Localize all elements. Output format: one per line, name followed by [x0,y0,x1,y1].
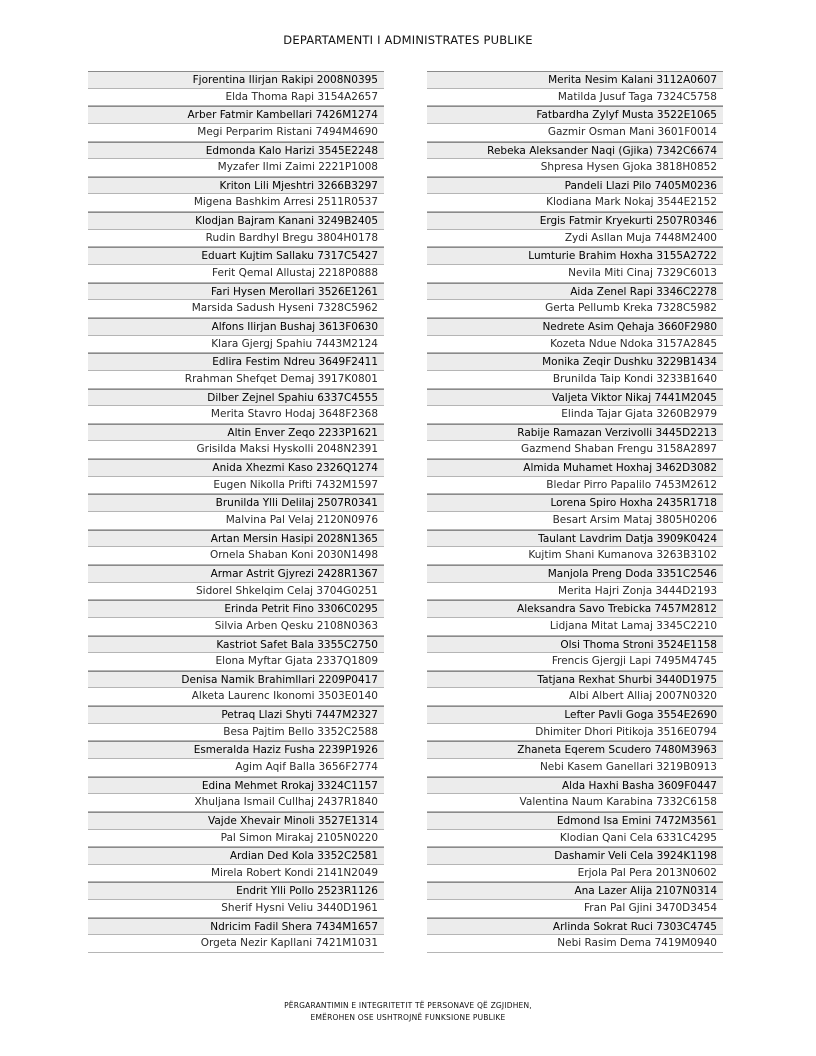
list-item: Ana Lazer Alija 2107N0314 [427,882,723,900]
list-item: Gazmend Shaban Frengu 3158A2897 [427,441,723,459]
list-item: Silvia Arben Qesku 2108N0363 [88,618,384,636]
list-item: Edina Mehmet Rrokaj 3324C1157 [88,777,384,795]
list-item: Besa Pajtim Bello 3352C2588 [88,724,384,742]
list-item: Malvina Pal Velaj 2120N0976 [88,512,384,530]
left-column [88,71,384,953]
list-item: Albi Albert Alliaj 2007N0320 [427,688,723,706]
list-item: Elinda Tajar Gjata 3260B2979 [427,406,723,424]
list-item: Denisa Namik Brahimllari 2209P0417 [88,671,384,689]
list-item: Agim Aqif Balla 3656F2774 [88,759,384,777]
list-item: Rabije Ramazan Verzivolli 3445D2213 [427,424,723,442]
list-item: Pandeli Llazi Pilo 7405M0236 [427,177,723,195]
list-item: Dashamir Veli Cela 3924K1198 [427,847,723,865]
list-item: Eugen Nikolla Prifti 7432M1597 [88,477,384,495]
list-item: Kriton Lili Mjeshtri 3266B3297 [88,177,384,195]
list-item: Lumturie Brahim Hoxha 3155A2722 [427,247,723,265]
list-item: Elona Myftar Gjata 2337Q1809 [88,653,384,671]
list-item: Nevila Miti Cinaj 7329C6013 [427,265,723,283]
list-item: Alfons Ilirjan Bushaj 3613F0630 [88,318,384,336]
list-item: Pal Simon Mirakaj 2105N0220 [88,830,384,848]
footer-line-2: EMËROHEN OSE USHTROJNË FUNKSIONE PUBLIKE [310,1013,506,1022]
list-item: Almida Muhamet Hoxhaj 3462D3082 [427,459,723,477]
list-item: Ndricim Fadil Shera 7434M1657 [88,918,384,936]
list-item: Lefter Pavli Goga 3554E2690 [427,706,723,724]
list-item: Rudin Bardhyl Bregu 3804H0178 [88,230,384,248]
list-item: Dilber Zejnel Spahiu 6337C4555 [88,389,384,407]
list-item: Besart Arsim Mataj 3805H0206 [427,512,723,530]
list-item: Gazmir Osman Mani 3601F0014 [427,124,723,142]
list-item: Merita Nesim Kalani 3112A0607 [427,71,723,89]
list-item: Dhimiter Dhori Pitikoja 3516E0794 [427,724,723,742]
list-item: Taulant Lavdrim Datja 3909K0424 [427,530,723,548]
list-item: Aleksandra Savo Trebicka 7457M2812 [427,600,723,618]
list-item: Kujtim Shani Kumanova 3263B3102 [427,547,723,565]
list-item: Marsida Sadush Hyseni 7328C5962 [88,300,384,318]
list-item: Edmonda Kalo Harizi 3545E2248 [88,142,384,160]
list-item: Xhuljana Ismail Cullhaj 2437R1840 [88,794,384,812]
list-item: Brunilda Ylli Delilaj 2507R0341 [88,494,384,512]
list-item: Kozeta Ndue Ndoka 3157A2845 [427,336,723,354]
list-item: Brunilda Taip Kondi 3233B1640 [427,371,723,389]
list-item: Petraq Llazi Shyti 7447M2327 [88,706,384,724]
list-item: Ardian Ded Kola 3352C2581 [88,847,384,865]
list-item: Endrit Ylli Pollo 2523R1126 [88,882,384,900]
list-item: Mirela Robert Kondi 2141N2049 [88,865,384,883]
list-item: Sherif Hysni Veliu 3440D1961 [88,900,384,918]
list-item: Eduart Kujtim Sallaku 7317C5427 [88,247,384,265]
list-item: Alketa Laurenc Ikonomi 3503E0140 [88,688,384,706]
list-item: Arlinda Sokrat Ruci 7303C4745 [427,918,723,936]
list-item: Migena Bashkim Arresi 2511R0537 [88,194,384,212]
list-item: Fari Hysen Merollari 3526E1261 [88,283,384,301]
list-item: Ornela Shaban Koni 2030N1498 [88,547,384,565]
list-item: Armar Astrit Gjyrezi 2428R1367 [88,565,384,583]
list-item: Anida Xhezmi Kaso 2326Q1274 [88,459,384,477]
list-item: Fatbardha Zylyf Musta 3522E1065 [427,106,723,124]
list-item: Nebi Rasim Dema 7419M0940 [427,935,723,953]
list-item: Zydi Asllan Muja 7448M2400 [427,230,723,248]
list-item: Edlira Festim Ndreu 3649F2411 [88,353,384,371]
list-item: Merita Hajri Zonja 3444D2193 [427,583,723,601]
page-title: DEPARTAMENTI I ADMINISTRATES PUBLIKE [283,33,533,47]
list-item: Lidjana Mitat Lamaj 3345C2210 [427,618,723,636]
footer-line-1: PËRGARANTIMIN E INTEGRITETIT TË PERSONAVE QË ZGJIDHEN, [284,1001,532,1010]
list-item: Shpresa Hysen Gjoka 3818H0852 [427,159,723,177]
list-item: Gerta Pellumb Kreka 7328C5982 [427,300,723,318]
list-item: Ferit Qemal Allustaj 2218P0888 [88,265,384,283]
list-item: Alda Haxhi Basha 3609F0447 [427,777,723,795]
list-item: Edmond Isa Emini 7472M3561 [427,812,723,830]
list-item: Merita Stavro Hodaj 3648F2368 [88,406,384,424]
list-item: Erjola Pal Pera 2013N0602 [427,865,723,883]
list-item: Grisilda Maksi Hyskolli 2048N2391 [88,441,384,459]
right-column [427,71,723,953]
list-item: Nedrete Asim Qehaja 3660F2980 [427,318,723,336]
page-footer [0,1000,816,1024]
list-item: Tatjana Rexhat Shurbi 3440D1975 [427,671,723,689]
list-item: Zhaneta Eqerem Scudero 7480M3963 [427,741,723,759]
list-item: Aida Zenel Rapi 3346C2278 [427,283,723,301]
list-item: Klara Gjergj Spahiu 7443M2124 [88,336,384,354]
list-item: Erinda Petrit Fino 3306C0295 [88,600,384,618]
list-item: Orgeta Nezir Kapllani 7421M1031 [88,935,384,953]
list-item: Elda Thoma Rapi 3154A2657 [88,89,384,107]
list-item: Sidorel Shkelqim Celaj 3704G0251 [88,583,384,601]
list-item: Altin Enver Zeqo 2233P1621 [88,424,384,442]
list-item: Klodiana Mark Nokaj 3544E2152 [427,194,723,212]
list-item: Rrahman Shefqet Demaj 3917K0801 [88,371,384,389]
list-item: Fjorentina Ilirjan Rakipi 2008N0395 [88,71,384,89]
list-item: Artan Mersin Hasipi 2028N1365 [88,530,384,548]
list-item: Manjola Preng Doda 3351C2546 [427,565,723,583]
list-item: Vajde Xhevair Minoli 3527E1314 [88,812,384,830]
list-item: Lorena Spiro Hoxha 2435R1718 [427,494,723,512]
list-item: Rebeka Aleksander Naqi (Gjika) 7342C6674 [427,142,723,160]
list-item: Klodjan Bajram Kanani 3249B2405 [88,212,384,230]
list-item: Megi Perparim Ristani 7494M4690 [88,124,384,142]
list-item: Valjeta Viktor Nikaj 7441M2045 [427,389,723,407]
list-item: Bledar Pirro Papalilo 7453M2612 [427,477,723,495]
list-item: Kastriot Safet Bala 3355C2750 [88,636,384,654]
list-item: Arber Fatmir Kambellari 7426M1274 [88,106,384,124]
list-item: Ergis Fatmir Kryekurti 2507R0346 [427,212,723,230]
list-item: Frencis Gjergji Lapi 7495M4745 [427,653,723,671]
list-item: Myzafer Ilmi Zaimi 2221P1008 [88,159,384,177]
list-item: Fran Pal Gjini 3470D3454 [427,900,723,918]
list-item: Olsi Thoma Stroni 3524E1158 [427,636,723,654]
list-item: Valentina Naum Karabina 7332C6158 [427,794,723,812]
list-item: Nebi Kasem Ganellari 3219B0913 [427,759,723,777]
list-item: Esmeralda Haziz Fusha 2239P1926 [88,741,384,759]
list-item: Matilda Jusuf Taga 7324C5758 [427,89,723,107]
list-item: Monika Zeqir Dushku 3229B1434 [427,353,723,371]
list-item: Klodian Qani Cela 6331C4295 [427,830,723,848]
